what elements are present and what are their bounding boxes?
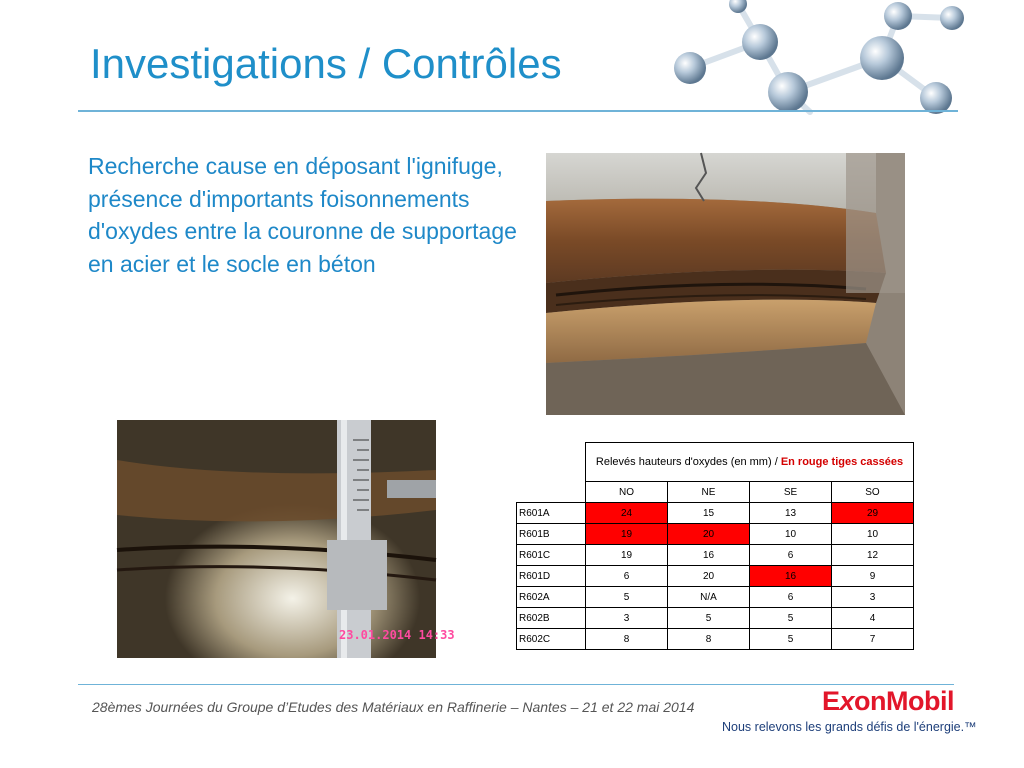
row-label: R601B [517, 524, 586, 545]
row-label: R602C [517, 629, 586, 650]
table-row [517, 545, 914, 566]
table-cell: 5 [668, 608, 750, 629]
table-cell: 3 [832, 587, 914, 608]
table-cell: 19 [586, 524, 668, 545]
table-corner [517, 443, 586, 482]
caliper-photo-bottom [117, 420, 455, 658]
column-header: SE [750, 482, 832, 503]
table-cell: 20 [668, 566, 750, 587]
table-cell: 8 [586, 629, 668, 650]
table-header-row [517, 443, 914, 482]
table-cell: 10 [832, 524, 914, 545]
table-row [517, 524, 914, 545]
table-cell: 13 [750, 503, 832, 524]
table-cell: 6 [750, 587, 832, 608]
table-cell: 24 [586, 503, 668, 524]
table-row [517, 566, 914, 587]
exxonmobil-logo [822, 686, 954, 717]
table-cell: 3 [586, 608, 668, 629]
table-cell: 8 [668, 629, 750, 650]
table-header-red-text: En rouge tiges cassées [780, 455, 904, 468]
column-header: NE [668, 482, 750, 503]
table-cell: 6 [750, 545, 832, 566]
table-header [586, 443, 914, 482]
body-paragraph: Recherche cause en déposant l'ignifuge, présence d'importants foisonnements d'oxydes entre la couronne de supportage en acier et le socle en béton [88, 153, 517, 277]
footer-text: 28èmes Journées du Groupe d’Etudes des Matériaux en Raffinerie – Nantes – 21 et 22 mai 2014 [92, 699, 695, 715]
table-cell: 5 [750, 629, 832, 650]
row-label: R602A [517, 587, 586, 608]
table-cell: 16 [750, 566, 832, 587]
table-cell: N/A [668, 587, 750, 608]
row-label: R601C [517, 545, 586, 566]
row-label: R601D [517, 566, 586, 587]
logo-part: onMobil [854, 686, 955, 716]
table-body [517, 503, 914, 650]
caliper-photo-graphic [117, 420, 436, 658]
corrosion-photo-top [546, 153, 905, 415]
table-header-text: Relevés hauteurs d'oxydes (en mm) / [595, 455, 781, 468]
column-header: SO [832, 482, 914, 503]
table-cell: 5 [586, 587, 668, 608]
table-row [517, 608, 914, 629]
table-cell: 12 [832, 545, 914, 566]
table-cell: 10 [750, 524, 832, 545]
table-cell: 7 [832, 629, 914, 650]
logo-tagline: Nous relevons les grands défis de l'énergie.™ [722, 720, 977, 734]
molecule-graphic [660, 0, 1024, 112]
logo-part: E [822, 686, 840, 716]
footer-divider [78, 684, 954, 685]
table-row [517, 629, 914, 650]
table-cell: 16 [668, 545, 750, 566]
table-cell: 15 [668, 503, 750, 524]
slide-title: Investigations / Contrôles [90, 40, 562, 87]
table-cell: 20 [668, 524, 750, 545]
table-cell: 5 [750, 608, 832, 629]
logo-part: x [839, 686, 855, 716]
title-divider [78, 110, 958, 112]
table-corner [517, 482, 586, 503]
row-label: R601A [517, 503, 586, 524]
table-column-row [517, 482, 914, 503]
table-row [517, 503, 914, 524]
table-cell: 9 [832, 566, 914, 587]
table-cell: 19 [586, 545, 668, 566]
table-cell: 6 [586, 566, 668, 587]
table-cell: 29 [832, 503, 914, 524]
photo-timestamp: 23.01.2014 14:33 [339, 628, 455, 642]
oxide-table [516, 442, 914, 650]
column-header: NO [586, 482, 668, 503]
row-label: R602B [517, 608, 586, 629]
table-row [517, 587, 914, 608]
table-cell: 4 [832, 608, 914, 629]
